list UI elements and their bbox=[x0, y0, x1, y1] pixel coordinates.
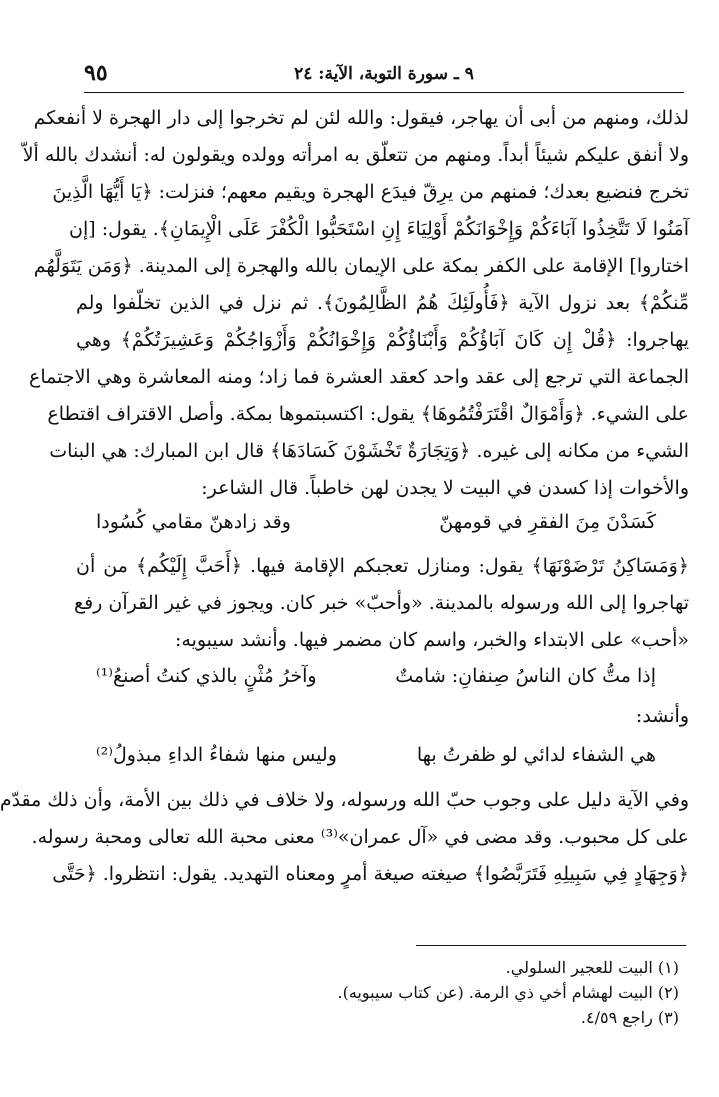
body-text-2 bbox=[73, 548, 689, 659]
verse-first-hemistich: كَسَدْنَ مِنَ الفقرِ في قومهنّ bbox=[439, 511, 656, 533]
text-line: مِّنكُمْ﴾ بعد نزول الآية ﴿فَأُولَئِكَ هُمُ الظَّالِمُونَ﴾. ثم نزل في الذين تخلّفوا ولم bbox=[76, 292, 689, 314]
text-line: ﴿وَجِهَادٍ فِي سَبِيلِهِ فَتَرَبَّصُوا﴾ صيغته صيغة أمرٍ ومعناه التهديد. يقول: انتظروا. ﴿حَتَّى bbox=[52, 863, 689, 885]
footnote-divider bbox=[416, 945, 686, 946]
running-title: ٩ ـ سورة التوبة، الآية: ٢٤ bbox=[294, 64, 474, 84]
text-line: تخرج فنضيع بعدك؛ فمنهم من يرِقّ فيدَع الهجرة ويقيم معهم؛ فنزلت: ﴿يَا أَيُّهَا الَّذِينَ bbox=[52, 181, 689, 203]
poetry-verse-1 bbox=[96, 504, 656, 540]
footnote: (٢) البيت لهشام أخي ذي الرمة. (عن كتاب سيبويه). bbox=[337, 983, 679, 1002]
verse-first-hemistich: هي الشفاء لدائي لو ظفرتُ بها bbox=[416, 744, 656, 766]
text-line: ولا أنفق عليكم شيئاً أبداً. ومنهم من تتعلّق به امرأته وولده ويقولون له: أنشدك بالله ألاّ bbox=[22, 144, 689, 166]
page-header bbox=[84, 58, 684, 93]
text-line: تهاجروا إلى الله ورسوله بالمدينة. «وأحبّ» خبر كان. ويجوز في غير القرآن رفع bbox=[73, 592, 689, 614]
footnote: (١) البيت للعجير السلولي. bbox=[505, 958, 679, 977]
footnotes bbox=[59, 955, 679, 1030]
verse-first-hemistich: إذا متُّ كان الناسُ صِنفانِ: شامتٌ bbox=[395, 665, 656, 687]
text-line: اختاروا] الإقامة على الكفر بمكة على الإيمان بالله والهجرة إلى المدينة. ﴿وَمَن يَتَوَلَّهُم bbox=[33, 255, 689, 277]
body-text-3 bbox=[0, 782, 689, 893]
text-line: على كل محبوب. وقد مضى في «آل عمران»⁽³⁾ معنى محبة الله تعالى ومحبة رسوله. bbox=[31, 826, 689, 848]
verse-second-hemistich: وليس منها شفاءُ الداءِ مبذولُ⁽²⁾ bbox=[96, 744, 337, 766]
text-line: لذلك، ومنهم من أبى أن يهاجر، فيقول: والله لئن لم تخرجوا إلى دار الهجرة لا أنفعكم bbox=[33, 107, 689, 129]
poetry-verse-3 bbox=[96, 737, 656, 773]
anshad-line bbox=[76, 698, 689, 735]
verse-second-hemistich: وقد زادهنّ مقامي كُسُودا bbox=[96, 511, 291, 533]
text-line: يهاجروا: ﴿قُلْ إِن كَانَ آبَاؤُكُمْ وَأَبْنَاؤُكُمْ وَإِخْوَانُكُمْ وَأَزْوَاجُكُمْ وَعَشِيرَتُكُمْ﴾ وهي bbox=[76, 329, 689, 351]
body-text bbox=[22, 100, 689, 507]
poetry-verse-2 bbox=[96, 658, 656, 694]
text-line: الجماعة التي ترجع إلى عقد واحد كعقد العشرة فما زاد؛ ومنه المعاشرة وهي الاجتماع bbox=[28, 366, 689, 388]
text-line: وأنشد: bbox=[635, 705, 689, 727]
text-line: ﴿وَمَسَاكِنُ تَرْضَوْنَهَا﴾ يقول: ومنازل تعجبكم الإقامة فيها. ﴿أَحَبَّ إِلَيْكُم﴾ من أن bbox=[76, 555, 689, 577]
text-line: الشيء من مكانه إلى غيره. ﴿وَتِجَارَةٌ تَخْشَوْنَ كَسَادَهَا﴾ قال ابن المبارك: هي البنات bbox=[49, 440, 689, 462]
text-line: آمَنُوا لَا تَتَّخِذُوا آبَاءَكُمْ وَإِخْوَانَكُمْ أَوْلِيَاءَ إِنِ اسْتَحَبُّوا الْكُفْرَ عَلَى الْإِيمَانِ﴾. يقول: [إن bbox=[69, 218, 689, 240]
text-line: على الشيء. ﴿وَأَمْوَالٌ اقْتَرَفْتُمُوهَا﴾ يقول: اكتسبتموها بمكة. وأصل الاقتراف اقتطاع bbox=[47, 403, 689, 425]
verse-second-hemistich: وآخرُ مُثْنٍ بالذي كنتُ أصنعُ⁽¹⁾ bbox=[96, 665, 317, 687]
text-line: والأخوات إذا كسدن في البيت لا يجدن لهن خاطباً. قال الشاعر: bbox=[201, 477, 689, 499]
text-line: «أحب» على الابتداء والخبر، واسم كان مضمر فيها. وأنشد سيبويه: bbox=[174, 629, 689, 651]
footnote: (٣) راجع ٤/٥٩. bbox=[580, 1008, 679, 1027]
page-number: ٩٥ bbox=[84, 60, 108, 86]
text-line: وفي الآية دليل على وجوب حبّ الله ورسوله، ولا خلاف في ذلك بين الأمة، وأن ذلك مقدّم bbox=[0, 789, 689, 811]
